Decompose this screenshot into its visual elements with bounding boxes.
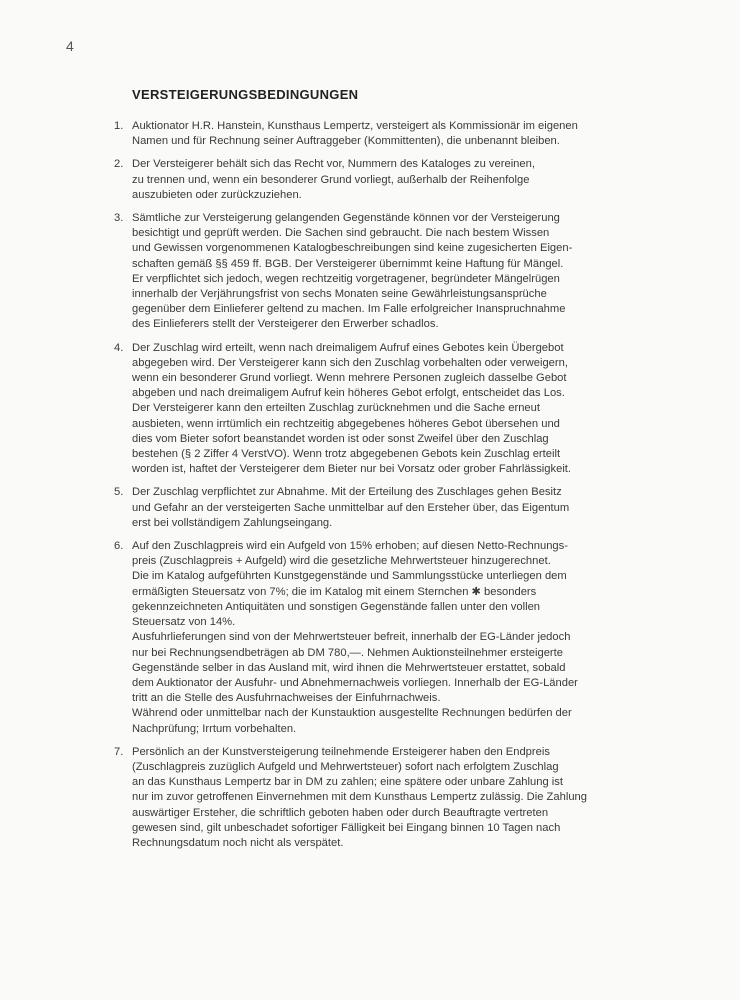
clause-line: und Gewissen vorgenommenen Katalogbeschreibungen sind keine zugesicherten Eigen- [132, 242, 573, 255]
clause-line: nur bei Rechnungsendbeträgen ab DM 780,—. Nehmen Auktionsteilnehmer ersteigerte [132, 646, 563, 659]
clause-line: Der Zuschlag wird erteilt, wenn nach dreimaligem Aufruf eines Gebotes kein Übergebot [132, 341, 564, 354]
clause-line: gewesen sind, gilt unbeschadet sofortiger Fälligkeit bei Eingang binnen 10 Tagen nach [132, 821, 561, 834]
clause-number: 2. [114, 158, 124, 171]
clause-6 [114, 539, 634, 737]
clause-line: Nachprüfung; Irrtum vorbehalten. [132, 722, 297, 735]
clause-line: Auf den Zuschlagpreis wird ein Aufgeld von 15% erhoben; auf diesen Netto-Rechnungs- [132, 540, 568, 553]
clause-4 [114, 341, 634, 478]
clause-line: Der Zuschlag verpflichtet zur Abnahme. Mit der Erteilung des Zuschlages gehen Besitz [132, 486, 562, 499]
clause-line: worden ist, haftet der Versteigerer dem Bieter nur bei Vorsatz oder grober Fahrlässigkeit. [132, 463, 572, 476]
clause-line: des Einlieferers stellt der Versteigerer den Erwerber schadlos. [132, 318, 439, 331]
page-number: 4 [66, 38, 74, 54]
clause-text [132, 485, 634, 531]
clause-line: Er verpflichtet sich jedoch, wegen rechtzeitig vorgetragener, begründeter Mängelrügen [132, 272, 560, 285]
clause-text [132, 211, 634, 333]
clause-line: auszubieten oder zurückzuziehen. [132, 188, 302, 201]
clause-7 [114, 745, 634, 851]
clause-1 [114, 119, 634, 149]
clause-line: Gegenstände selber in das Ausland mit, wird ihnen die Mehrwertsteuer erstattet, sobald [132, 661, 566, 674]
clause-line: Sämtliche zur Versteigerung gelangenden Gegenstände können vor der Versteigerung [132, 212, 560, 225]
clause-line: abgeben und nach dreimaligem Aufruf kein höheres Gebot erfolgt, entscheidet das Los. [132, 387, 565, 400]
conditions-list [114, 119, 634, 859]
clause-line: Auktionator H.R. Hanstein, Kunsthaus Lempertz, versteigert als Kommissionär im eigenen [132, 120, 578, 132]
clause-line: Der Versteigerer behält sich das Recht vor, Nummern des Kataloges zu vereinen, [132, 158, 535, 171]
clause-3 [114, 211, 634, 333]
clause-number: 7. [114, 745, 124, 758]
clause-2 [114, 157, 634, 203]
clause-line: besichtigt und geprüft werden. Die Sachen sind gebraucht. Die nach bestem Wissen [132, 227, 550, 240]
clause-line: auswärtiger Ersteher, die schriftlich geboten haben oder durch Beauftragte vertreten [132, 806, 549, 819]
clause-line: dies vom Bieter sofort beanstandet worden ist oder sonst Zweifel über den Zuschlag [132, 432, 549, 445]
clause-line: abgegeben wird. Der Versteigerer kann sich den Zuschlag vorbehalten oder verweigern, [132, 356, 568, 369]
clause-line: zu trennen und, wenn ein besonderer Grund vorliegt, außerhalb der Reihenfolge [132, 173, 530, 186]
clause-line: Ausfuhrlieferungen sind von der Mehrwertsteuer befreit, innerhalb der EG-Länder jedoch [132, 631, 571, 644]
clause-number: 3. [114, 212, 124, 225]
clause-line: Während oder unmittelbar nach der Kunstauktion ausgestellte Rechnungen bedürfen der [132, 707, 572, 720]
clause-number: 5. [114, 486, 124, 499]
clause-line: Die im Katalog aufgeführten Kunstgegenstände und Sammlungsstücke unterliegen dem [132, 570, 567, 583]
clause-line: tritt an die Stelle des Ausfuhrnachweises der Einfuhrnachweis. [132, 692, 441, 705]
clause-text [132, 157, 634, 203]
clause-line: Steuersatz von 14%. [132, 616, 236, 629]
clause-line: an das Kunsthaus Lempertz bar in DM zu zahlen; eine spätere oder unbare Zahlung ist [132, 776, 563, 789]
clause-line: Der Versteigerer kann den erteilten Zuschlag zurücknehmen und die Sache erneut [132, 402, 540, 415]
clause-text [132, 119, 634, 149]
clause-text [132, 745, 634, 851]
clause-line: (Zuschlagpreis zuzüglich Aufgeld und Mehrwertsteuer) sofort nach erfolgtem Zuschlag [132, 760, 559, 773]
clause-line: bestehen (§ 2 Ziffer 4 VerstVO). Wenn trotz abgegebenen Gebots kein Zuschlag erteilt [132, 448, 561, 461]
clause-line: Rechnungsdatum noch nicht als verspätet. [132, 836, 344, 849]
clause-line: Persönlich an der Kunstversteigerung teilnehmende Ersteigerer haben den Endpreis [132, 745, 550, 758]
clause-number: 1. [114, 120, 124, 132]
clause-number: 4. [114, 341, 124, 354]
clause-line: erst bei vollständigem Zahlungseingang. [132, 516, 333, 529]
clause-line: gegenüber dem Einlieferer geltend zu machen. Im Falle erfolgreicher Inanspruchnahme [132, 303, 566, 316]
clause-line: preis (Zuschlagpreis + Aufgeld) wird die gesetzliche Mehrwertsteuer hinzugerechnet. [132, 555, 551, 568]
clause-line: innerhalb der Verjährungsfrist von sechs Monaten seine Gewährleistungsansprüche [132, 288, 547, 301]
clause-line: dem Auktionator der Ausfuhr- und Abnehmernachweis vorliegen. Innerhalb der EG-Länder [132, 676, 578, 689]
clause-text [132, 341, 634, 478]
clause-line: wenn ein besonderer Grund vorliegt. Wenn mehrere Personen zugleich dasselbe Gebot [132, 372, 567, 385]
clause-text [132, 539, 634, 737]
clause-line: ermäßigten Steuersatz von 7%; die im Katalog mit einem Sternchen ✱ besonders [132, 585, 537, 598]
clause-line: und Gefahr an der versteigerten Sache unmittelbar auf den Ersteher über, das Eigentum [132, 501, 570, 514]
clause-line: ausbieten, wenn irrtümlich ein rechtzeitig abgegebenes höheres Gebot übersehen und [132, 417, 560, 430]
page-title: VERSTEIGERUNGSBEDINGUNGEN [132, 87, 359, 102]
clause-number: 6. [114, 540, 124, 553]
clause-line: schaften gemäß §§ 459 ff. BGB. Der Versteigerer übernimmt keine Haftung für Mängel. [132, 257, 564, 270]
clause-line: nur im zuvor getroffenen Einvernehmen mit dem Kunsthaus Lempertz zulässig. Die Zahlung [132, 791, 587, 804]
clause-line: gekennzeichneten Antiquitäten und sonstigen Gegenstände fallen unter den vollen [132, 600, 541, 613]
clause-5 [114, 485, 634, 531]
clause-line: Namen und für Rechnung seiner Auftraggeber (Kommittenten), die unbenannt bleiben. [132, 135, 560, 148]
